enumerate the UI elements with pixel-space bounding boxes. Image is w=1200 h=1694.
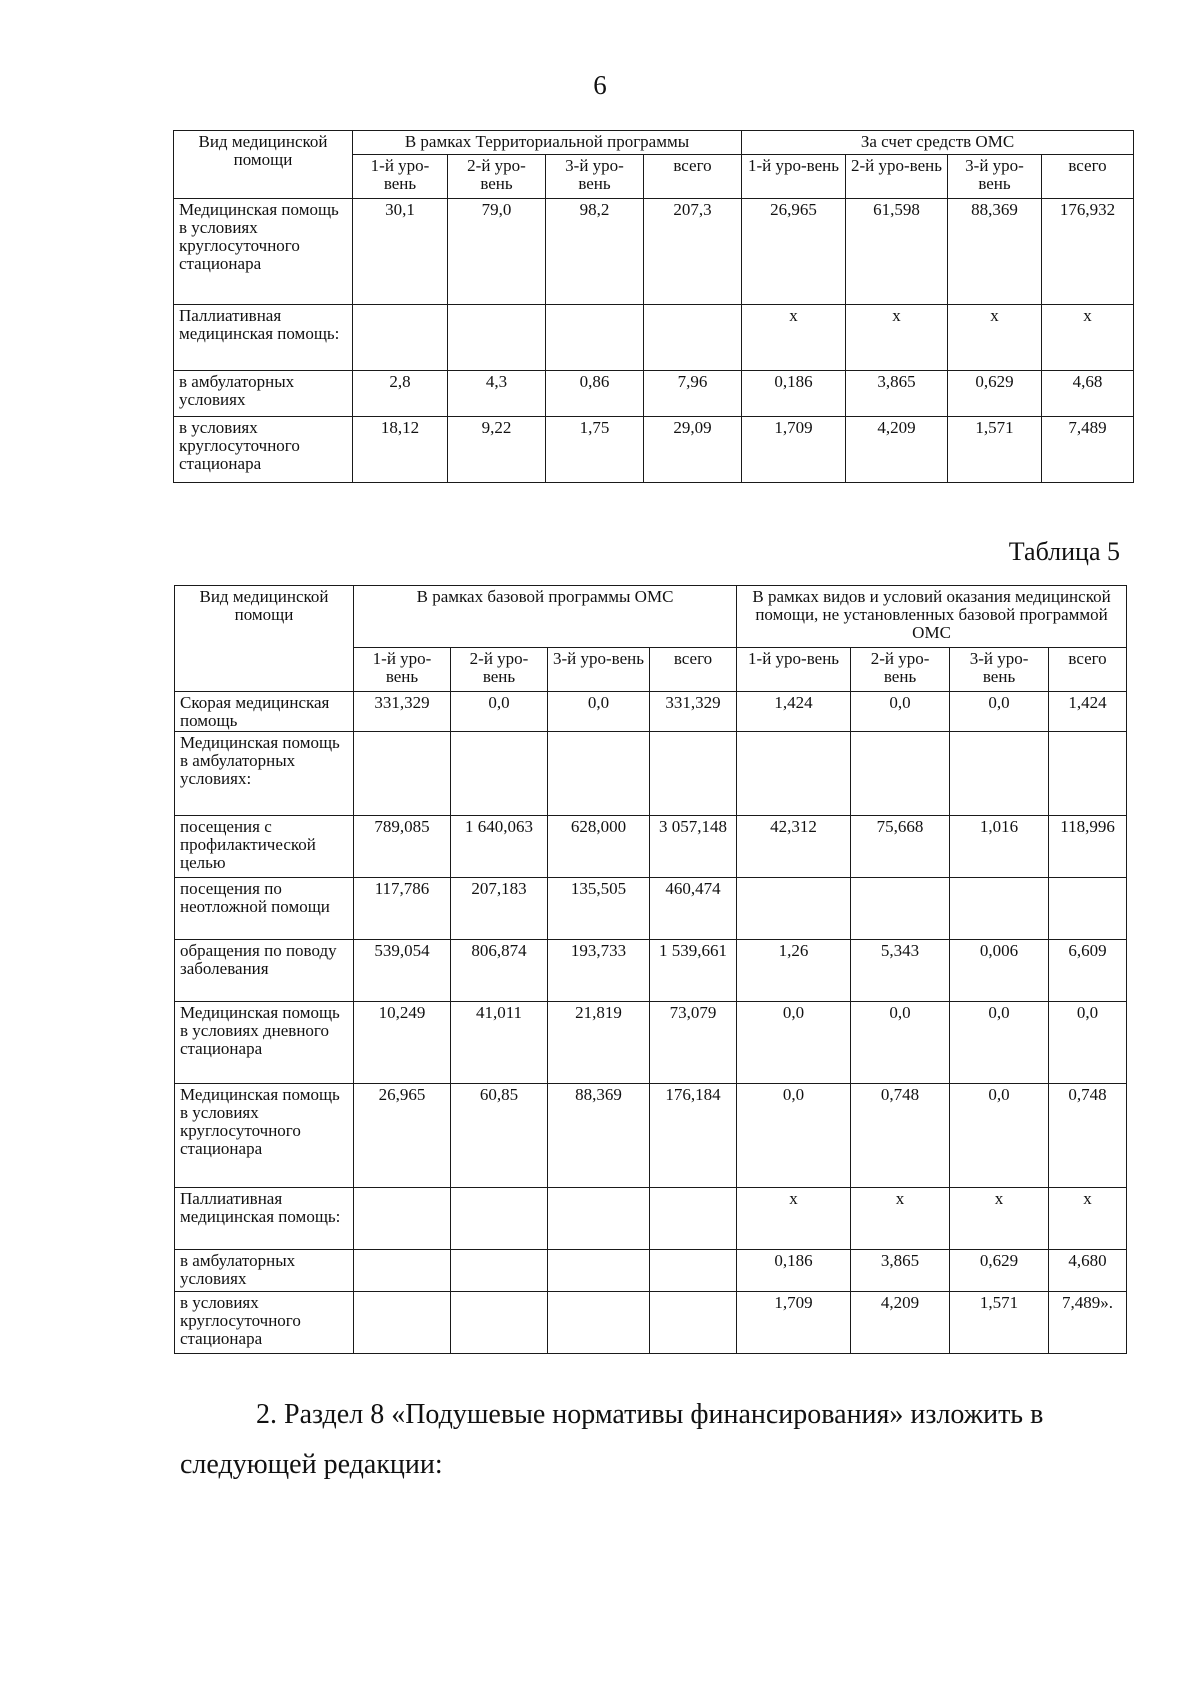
cell-value: 7,489».	[1049, 1292, 1127, 1354]
cell-value: 3 057,148	[650, 816, 737, 878]
cell-value: 42,312	[737, 816, 851, 878]
cell-value: 0,0	[548, 692, 650, 732]
header-group-territorial: В рамках Территориальной программы	[353, 131, 742, 155]
cell-value	[354, 1292, 451, 1354]
cell-value	[950, 878, 1049, 940]
cell-value	[354, 1188, 451, 1250]
cell-value: 21,819	[548, 1002, 650, 1084]
cell-value: 1,424	[737, 692, 851, 732]
cell-value: 26,965	[354, 1084, 451, 1188]
cell-value: 0,0	[950, 692, 1049, 732]
cell-value: 4,68	[1042, 371, 1134, 417]
cell-value: 29,09	[644, 417, 742, 483]
cell-value: 4,3	[448, 371, 546, 417]
row-label: в амбулаторных условиях	[174, 371, 353, 417]
cell-value: х	[851, 1188, 950, 1250]
cell-value	[354, 1250, 451, 1292]
header-total: всего	[1049, 648, 1127, 692]
cell-value: 806,874	[451, 940, 548, 1002]
cell-value: 6,609	[1049, 940, 1127, 1002]
cell-value: 1,571	[950, 1292, 1049, 1354]
row-label: Паллиативная медицинская помощь:	[174, 305, 353, 371]
cell-value: 1,016	[950, 816, 1049, 878]
cell-value: 3,865	[846, 371, 948, 417]
cell-value: 1,424	[1049, 692, 1127, 732]
cell-value: 628,000	[548, 816, 650, 878]
cell-value: х	[948, 305, 1042, 371]
cell-value	[353, 305, 448, 371]
header-group-basic: В рамках базовой программы ОМС	[354, 586, 737, 648]
cell-value: 0,186	[737, 1250, 851, 1292]
header-level3: 3-й уро-вень	[950, 648, 1049, 692]
header-level2: 2-й уро-вень	[846, 155, 948, 199]
cell-value: 118,996	[1049, 816, 1127, 878]
cell-value: 73,079	[650, 1002, 737, 1084]
cell-value: 79,0	[448, 199, 546, 305]
amendment-paragraph	[180, 1390, 1125, 1490]
row-label: Медицинская помощь в условиях круглосуточного стационара	[175, 1084, 354, 1188]
row-label: посещения по неотложной помощи	[175, 878, 354, 940]
cell-value: 135,505	[548, 878, 650, 940]
cell-value: 26,965	[742, 199, 846, 305]
cell-value: 1 640,063	[451, 816, 548, 878]
cell-value	[451, 732, 548, 816]
row-label: посещения с профилактической целью	[175, 816, 354, 878]
cell-value: 1,75	[546, 417, 644, 483]
cell-value	[1049, 878, 1127, 940]
table-row	[174, 305, 1134, 371]
table-row	[175, 732, 1127, 816]
cell-value: 0,0	[1049, 1002, 1127, 1084]
table-basic-program	[174, 585, 1127, 1354]
table-row	[174, 199, 1134, 305]
cell-value	[650, 1250, 737, 1292]
cell-value: 5,343	[851, 940, 950, 1002]
cell-value: 0,0	[737, 1084, 851, 1188]
cell-value: 88,369	[548, 1084, 650, 1188]
table-row	[175, 1002, 1127, 1084]
cell-value: 0,0	[851, 692, 950, 732]
cell-value: 1,709	[742, 417, 846, 483]
header-total: всего	[650, 648, 737, 692]
cell-value: 0,186	[742, 371, 846, 417]
cell-value	[950, 732, 1049, 816]
header-level1: 1-й уро-вень	[354, 648, 451, 692]
cell-value	[354, 732, 451, 816]
row-label: обращения по поводу заболевания	[175, 940, 354, 1002]
cell-value: 88,369	[948, 199, 1042, 305]
cell-value	[737, 732, 851, 816]
header-group-oms: За счет средств ОМС	[742, 131, 1134, 155]
cell-value	[451, 1188, 548, 1250]
cell-value: 460,474	[650, 878, 737, 940]
cell-value: 176,932	[1042, 199, 1134, 305]
row-label: в условиях круглосуточного стационара	[175, 1292, 354, 1354]
cell-value	[644, 305, 742, 371]
cell-value: 789,085	[354, 816, 451, 878]
header-level1: 1-й уро-вень	[353, 155, 448, 199]
cell-value: 0,006	[950, 940, 1049, 1002]
cell-value: 4,209	[851, 1292, 950, 1354]
cell-value: 0,0	[851, 1002, 950, 1084]
row-label: в условиях круглосуточного стационара	[174, 417, 353, 483]
header-level2: 2-й уро-вень	[451, 648, 548, 692]
cell-value	[650, 732, 737, 816]
row-label: Медицинская помощь в условиях дневного стационара	[175, 1002, 354, 1084]
cell-value	[851, 878, 950, 940]
cell-value: 10,249	[354, 1002, 451, 1084]
table-row	[175, 816, 1127, 878]
cell-value: 193,733	[548, 940, 650, 1002]
row-label: в амбулаторных условиях	[175, 1250, 354, 1292]
cell-value: 0,0	[737, 1002, 851, 1084]
cell-value: 0,629	[950, 1250, 1049, 1292]
cell-value: 0,748	[851, 1084, 950, 1188]
header-total: всего	[1042, 155, 1134, 199]
cell-value: 331,329	[650, 692, 737, 732]
cell-value: х	[1049, 1188, 1127, 1250]
table-row	[175, 940, 1127, 1002]
cell-value: 4,680	[1049, 1250, 1127, 1292]
cell-value: 18,12	[353, 417, 448, 483]
cell-value	[548, 732, 650, 816]
cell-value: 4,209	[846, 417, 948, 483]
cell-value: 331,329	[354, 692, 451, 732]
cell-value	[851, 732, 950, 816]
cell-value: х	[742, 305, 846, 371]
header-level1: 1-й уро-вень	[737, 648, 851, 692]
header-total: всего	[644, 155, 742, 199]
cell-value	[737, 878, 851, 940]
cell-value	[548, 1250, 650, 1292]
cell-value: 0,748	[1049, 1084, 1127, 1188]
cell-value: 41,011	[451, 1002, 548, 1084]
table-row	[175, 1292, 1127, 1354]
cell-value: 1 539,661	[650, 940, 737, 1002]
cell-value	[448, 305, 546, 371]
row-label: Скорая медицинская помощь	[175, 692, 354, 732]
cell-value: 0,629	[948, 371, 1042, 417]
table-row	[175, 1084, 1127, 1188]
cell-value: 539,054	[354, 940, 451, 1002]
header-kind: Вид медицинской помощи	[175, 586, 354, 692]
header-group-extra: В рамках видов и условий оказания медицинской помощи, не установленных базовой программой ОМС	[737, 586, 1127, 648]
cell-value: 0,0	[950, 1002, 1049, 1084]
cell-value	[1049, 732, 1127, 816]
cell-value	[650, 1292, 737, 1354]
cell-value: 60,85	[451, 1084, 548, 1188]
table-row	[175, 1188, 1127, 1250]
cell-value	[451, 1292, 548, 1354]
cell-value: 75,668	[851, 816, 950, 878]
cell-value: 9,22	[448, 417, 546, 483]
header-level3: 3-й уро-вень	[948, 155, 1042, 199]
page-number: 6	[593, 70, 607, 100]
paragraph-text: 2. Раздел 8 «Подушевые нормативы финансирования» изложить в следующей редакции:	[180, 1399, 1044, 1480]
cell-value: х	[950, 1188, 1049, 1250]
header-level2: 2-й уро-вень	[448, 155, 546, 199]
cell-value: х	[1042, 305, 1134, 371]
cell-value: 0,86	[546, 371, 644, 417]
cell-value: 1,26	[737, 940, 851, 1002]
cell-value	[548, 1188, 650, 1250]
header-kind: Вид медицинской помощи	[174, 131, 353, 199]
cell-value	[650, 1188, 737, 1250]
cell-value: 0,0	[451, 692, 548, 732]
cell-value	[548, 1292, 650, 1354]
cell-value: х	[737, 1188, 851, 1250]
cell-value: 207,183	[451, 878, 548, 940]
cell-value	[546, 305, 644, 371]
cell-value: 0,0	[950, 1084, 1049, 1188]
header-level2: 2-й уро-вень	[851, 648, 950, 692]
cell-value: х	[846, 305, 948, 371]
cell-value: 176,184	[650, 1084, 737, 1188]
table-row	[175, 878, 1127, 940]
row-label: Медицинская помощь в условиях круглосуточного стационара	[174, 199, 353, 305]
table-row	[174, 371, 1134, 417]
cell-value: 1,571	[948, 417, 1042, 483]
row-label: Паллиативная медицинская помощь:	[175, 1188, 354, 1250]
cell-value: 2,8	[353, 371, 448, 417]
cell-value: 207,3	[644, 199, 742, 305]
cell-value: 61,598	[846, 199, 948, 305]
table-territorial-program	[173, 130, 1134, 483]
cell-value	[451, 1250, 548, 1292]
header-level3: 3-й уро-вень	[546, 155, 644, 199]
cell-value: 98,2	[546, 199, 644, 305]
header-level3: 3-й уро-вень	[548, 648, 650, 692]
cell-value: 117,786	[354, 878, 451, 940]
table-row	[175, 692, 1127, 732]
cell-value: 1,709	[737, 1292, 851, 1354]
cell-value: 3,865	[851, 1250, 950, 1292]
table-row	[174, 417, 1134, 483]
cell-value: 7,96	[644, 371, 742, 417]
cell-value: 30,1	[353, 199, 448, 305]
table-caption: Таблица 5	[1008, 537, 1120, 566]
cell-value: 7,489	[1042, 417, 1134, 483]
header-level1: 1-й уро-вень	[742, 155, 846, 199]
table-row	[175, 1250, 1127, 1292]
row-label: Медицинская помощь в амбулаторных условиях:	[175, 732, 354, 816]
